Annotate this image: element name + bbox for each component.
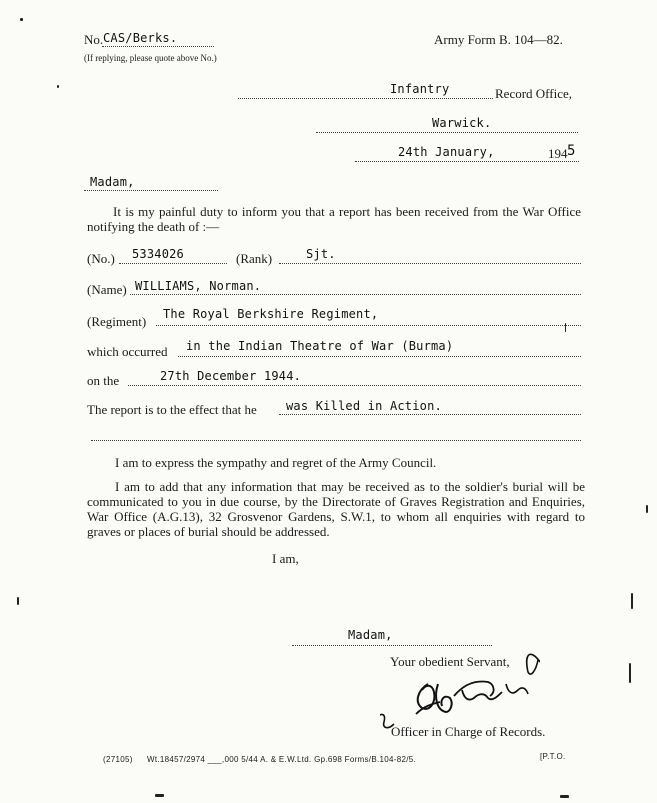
office-location: Warwick. xyxy=(432,116,492,130)
reference-number: CAS/Berks. xyxy=(103,31,178,45)
on-the-label: on the xyxy=(87,373,120,388)
soldier-name: WILLIAMS, Norman. xyxy=(135,279,262,293)
print-details: Wt.18457/2974 ___,000 5/44 A. & E.W.Ltd. Gp.698 Forms/B.104-82/5. xyxy=(147,755,416,764)
occurrence-place: in the Indian Theatre of War (Burma) xyxy=(186,339,454,353)
reply-note: (If replying, please quote above No.) xyxy=(84,53,217,63)
scan-speck xyxy=(20,18,23,21)
number-line xyxy=(119,263,227,264)
scan-speck xyxy=(17,597,19,605)
office-location-line xyxy=(316,132,578,133)
soldier-number: 5334026 xyxy=(132,247,184,261)
scan-speck xyxy=(155,794,164,797)
year-prefix: 194 xyxy=(548,146,568,161)
closing-servant: Your obedient Servant, xyxy=(390,654,510,669)
scan-speck xyxy=(57,85,59,88)
letter-date: 24th January, xyxy=(398,145,495,159)
regiment-line xyxy=(156,325,581,326)
occurrence-date: 27th December 1944. xyxy=(160,369,302,383)
occurred-label: which occurred xyxy=(87,344,168,359)
report-line xyxy=(279,414,581,415)
scan-speck xyxy=(646,505,648,513)
year-suffix: 5 xyxy=(567,143,576,159)
scan-speck xyxy=(560,795,569,798)
burial-info-paragraph: I am to add that any information that may be received as to the soldier's burial will be communicated to you in due course, by the Directorate of Graves Registration and Enquiries, War Office (A.G.13), 32 Grosvenor Gardens, S.W.1, to whom all enquiries with regard to graves or places of burial should be addressed. xyxy=(87,479,585,539)
soldier-rank: Sjt. xyxy=(306,247,336,261)
place-line xyxy=(178,356,581,357)
sympathy-paragraph: I am to express the sympathy and regret of the Army Council. xyxy=(115,455,437,470)
scan-speck xyxy=(629,663,631,683)
regiment-label: (Regiment) xyxy=(87,314,147,329)
report-result: was Killed in Action. xyxy=(286,399,442,413)
number-label: (No.) xyxy=(87,251,115,266)
closing-madam: Madam, xyxy=(348,628,393,642)
intro-paragraph: It is my painful duty to inform you that a report has been received from the War Office notifying the death of :— xyxy=(87,204,581,234)
date-line xyxy=(355,161,579,162)
salutation: Madam, xyxy=(90,175,135,189)
record-office-label: Record Office, xyxy=(495,86,573,101)
blank-report-line xyxy=(91,440,581,441)
scan-speck xyxy=(565,323,566,332)
date-of-death-line xyxy=(128,385,581,386)
handwritten-signature xyxy=(380,640,540,730)
soldier-regiment: The Royal Berkshire Regiment, xyxy=(163,307,379,321)
scan-speck xyxy=(631,593,633,609)
salutation-line xyxy=(84,190,218,191)
reference-no-label: No. xyxy=(84,32,104,47)
pto-mark: [P.T.O. xyxy=(540,752,566,761)
closing-i-am: I am, xyxy=(272,551,299,566)
closing-officer: Officer in Charge of Records. xyxy=(391,724,546,739)
office-name-line xyxy=(238,98,493,99)
rank-line xyxy=(279,263,581,264)
name-label: (Name) xyxy=(87,282,127,297)
reference-dotted-line xyxy=(102,46,214,47)
form-id: Army Form B. 104—82. xyxy=(434,32,563,47)
name-line xyxy=(130,294,581,295)
print-code: (27105) xyxy=(103,755,133,764)
office-name: Infantry xyxy=(390,82,450,96)
report-label: The report is to the effect that he xyxy=(87,402,257,417)
rank-label: (Rank) xyxy=(236,251,273,266)
